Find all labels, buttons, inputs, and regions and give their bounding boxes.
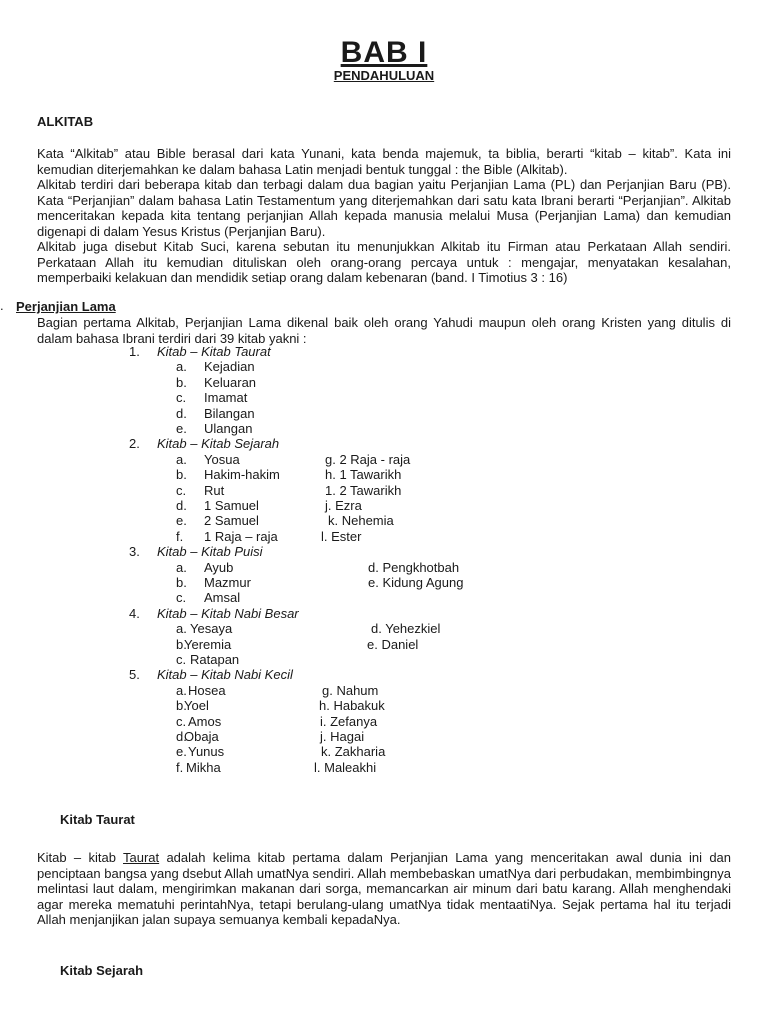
book-name: Ayub: [204, 559, 234, 575]
book-name-right: e. Kidung Agung: [368, 575, 464, 590]
book-letter: d.: [176, 498, 187, 513]
book-letter: d.: [176, 405, 187, 421]
book-letter: a.: [176, 621, 187, 637]
book-letter: c.: [176, 590, 187, 606]
book-name: Rut: [204, 482, 225, 498]
book-name: Ulangan: [204, 421, 253, 436]
book-letter: f.: [176, 528, 184, 544]
book-letter: a.: [176, 559, 187, 575]
category-number: 3.: [129, 544, 140, 560]
taurat-text-rest: adalah kelima kitab pertama dalam Perjanjian Lama yang menceritakan awal dunia ini dan penciptaan bangsa yang dsebut Allah umatNya sendiri. Allah membebaskan umatNya dari perbudakan, membimbingnya melintasi laut dalam, mengirimkan makanan dari sorga, memancarkan air minum dari batu karang. Allah menghendaki agar mereka mematuhi perintahNya, tetapi berulang-ulang umatNya tidak mentaatiNya. Sejak pertama hal itu terjadi Allah menjanjikan jalan supaya semuanya kembali kepadaNya.: [37, 850, 732, 927]
book-letter: a.: [176, 682, 187, 698]
section-marker: .: [0, 298, 4, 313]
intro-text: [37, 146, 731, 286]
book-name-right: 1. 2 Tawarikh: [325, 482, 402, 498]
book-name-right: j. Hagai: [320, 729, 365, 744]
taurat-link[interactable]: Taurat: [123, 850, 160, 865]
alkitab-heading: ALKITAB: [37, 114, 94, 129]
book-name: Kejadian: [204, 359, 255, 375]
book-name: Yeremia: [184, 636, 232, 652]
book-name: Imamat: [204, 390, 248, 406]
book-name: Mikha: [186, 759, 221, 775]
book-name: Keluaran: [204, 374, 257, 390]
book-name: 1 Samuel: [204, 498, 259, 513]
book-letter: a.: [176, 451, 187, 467]
book-name: Yunus: [188, 744, 225, 760]
book-name: Hosea: [188, 682, 226, 698]
book-name-right: e. Daniel: [367, 636, 419, 652]
category-title: Kitab – Kitab Nabi Kecil: [157, 667, 293, 683]
book-name: Yoel: [184, 698, 209, 714]
perjanjian-lama-intro: Bagian pertama Alkitab, Perjanjian Lama dikenal baik oleh orang Yahudi maupun oleh orang Kristen yang ditulis di dalam bahasa Ibrani terdiri dari 39 kitab yakni :: [37, 315, 731, 346]
book-letter: f.: [176, 759, 184, 775]
book-letter: c.: [176, 482, 187, 498]
book-name: Mazmur: [204, 575, 251, 590]
chapter-subtitle: PENDAHULUAN: [333, 68, 435, 83]
book-name: Bilangan: [204, 405, 255, 421]
book-letter: e.: [176, 513, 187, 529]
chapter-title: BAB I: [340, 36, 428, 69]
book-letter: b.: [176, 374, 187, 390]
book-name-right: g. Nahum: [322, 682, 379, 698]
book-name-right: i. Zefanya: [320, 713, 378, 729]
kitab-taurat-heading: Kitab Taurat: [60, 812, 135, 827]
book-name: Hakim-hakim: [204, 467, 280, 483]
book-name-right: k. Zakharia: [321, 744, 386, 760]
book-name-right: l. Maleakhi: [314, 759, 377, 775]
book-name: Amos: [188, 713, 222, 729]
taurat-text-start: Kitab – kitab: [37, 850, 123, 865]
intro-paragraph-2: Alkitab terdiri dari beberapa kitab dan terbagi dalam dua bagian yaitu Perjanjian Lama (PL) dan Perjanjian Baru (PB). Kata “Perjanjian” dalam bahasa Latin Testamentum yang diterjemahkan dari satu kata Ibrani berarti “Perjanjian”. Alkitab menceritakan kepada kita tentang perjanjian Allah kepada manusia melalui Musa (Perjanjian Lama) dan kemudian digenapi di dalam Yesus Kristus (Perjanjian Baru).: [37, 177, 731, 239]
kitab-taurat-paragraph: [37, 850, 731, 928]
kitab-sejarah-heading: Kitab Sejarah: [60, 963, 144, 978]
book-letter: a.: [176, 359, 187, 375]
book-name: Obaja: [184, 729, 219, 744]
book-letter: c.: [176, 390, 187, 406]
category-title: Kitab – Kitab Puisi: [157, 544, 263, 560]
category-number: 4.: [129, 605, 140, 621]
book-name-right: d. Pengkhotbah: [368, 559, 460, 575]
book-letter: b.: [176, 636, 187, 652]
book-letter: e.: [176, 421, 187, 436]
book-name-right: h. 1 Tawarikh: [325, 467, 402, 483]
book-name-right: d. Yehezkiel: [371, 621, 441, 637]
category-title: Kitab – Kitab Sejarah: [157, 436, 280, 452]
category-number: 1.: [129, 344, 140, 359]
perjanjian-lama-heading: Perjanjian Lama: [16, 299, 116, 314]
book-name: Yesaya: [190, 621, 233, 637]
category-title: Kitab – Kitab Nabi Besar: [157, 605, 299, 621]
book-name-right: j. Ezra: [325, 498, 362, 513]
book-letter: d.: [176, 729, 187, 744]
book-name-right: l. Ester: [321, 528, 362, 544]
book-name: 1 Raja – raja: [204, 528, 278, 544]
book-name: Yosua: [204, 451, 240, 467]
category-number: 5.: [129, 667, 140, 683]
book-name: Amsal: [204, 590, 241, 606]
book-name-right: h. Habakuk: [319, 698, 385, 714]
book-letter: e.: [176, 744, 187, 760]
category-title: Kitab – Kitab Taurat: [157, 344, 271, 359]
book-letter: c.: [176, 713, 187, 729]
intro-paragraph-1: Kata “Alkitab” atau Bible berasal dari kata Yunani, kata benda majemuk, ta biblia, berarti “kitab – kitab”. Kata ini kemudian diterjemahkan ke dalam bahasa Latin menjadi bentuk tunggal : the Bible (Alkitab).: [37, 146, 731, 177]
book-letter: b.: [176, 698, 187, 714]
book-letter: b.: [176, 575, 187, 590]
book-name: Ratapan: [190, 652, 240, 667]
book-letter: c.: [176, 652, 187, 667]
book-name-right: k. Nehemia: [328, 513, 394, 529]
category-number: 2.: [129, 436, 140, 452]
book-name: 2 Samuel: [204, 513, 259, 529]
book-letter: b.: [176, 467, 187, 483]
intro-paragraph-3: Alkitab juga disebut Kitab Suci, karena sebutan itu menunjukkan Alkitab itu Firman atau Perkataan Allah sendiri. Perkataan Allah itu kemudian dituliskan oleh orang-orang percaya untuk : mengajar, menyatakan kesalahan, memperbaiki kelakuan dan mendidik setiap orang dalam kebenaran (band. I Timotius 3 : 16): [37, 239, 731, 285]
book-name-right: g. 2 Raja - raja: [325, 451, 411, 467]
